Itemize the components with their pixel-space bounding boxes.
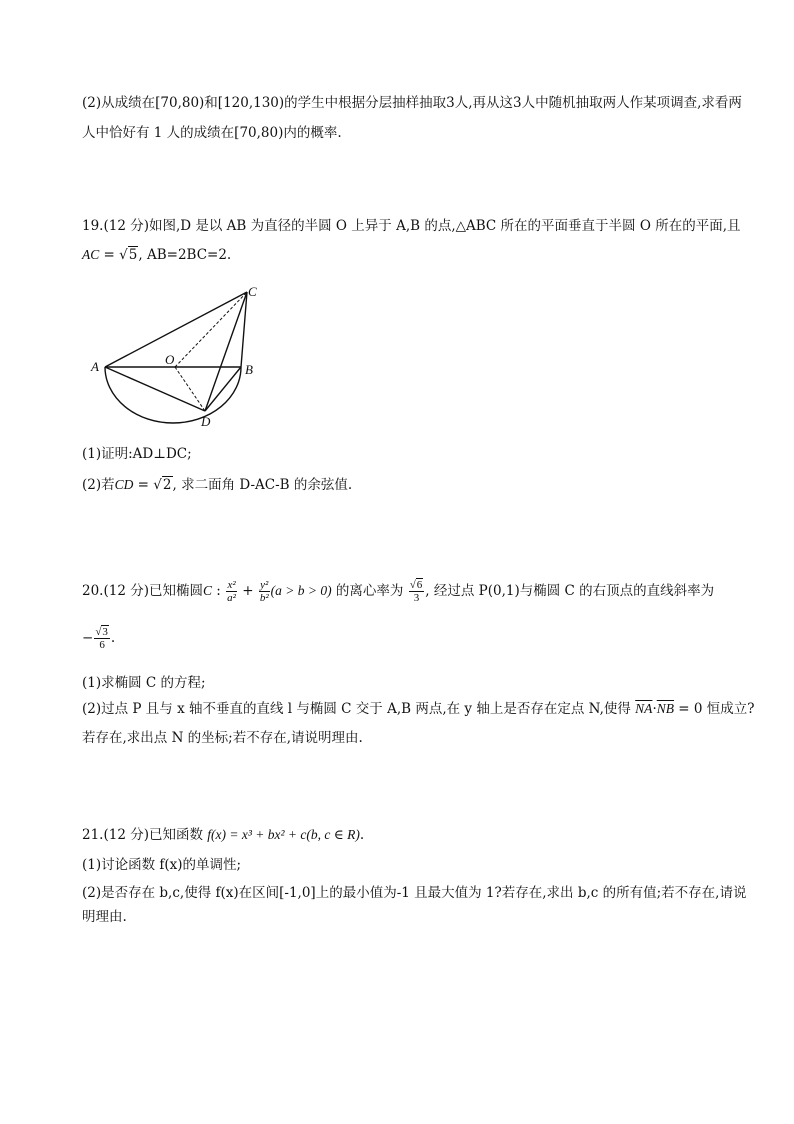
q21-part2-line1: (2)是否存在 b,c,使得 f(x)在区间[-1,0]上的最小值为-1 且最大值为 1?若存在,求出 b,c 的所有值;若不存在,请说 bbox=[82, 885, 747, 901]
ab-text: , AB=2BC=2. bbox=[138, 247, 232, 263]
vector-NA: $\overline{NA}$ bbox=[635, 701, 653, 716]
q18-part2-line2: 人中恰好有 1 人的成绩在[70,80)内的概率. bbox=[82, 125, 342, 141]
q20-part1: (1)求椭圆 C 的方程; bbox=[82, 675, 206, 691]
q21-part2-line2: 明理由. bbox=[82, 909, 127, 925]
label-A: A bbox=[91, 359, 99, 374]
label-B: B bbox=[245, 362, 253, 377]
segment-BC bbox=[241, 292, 247, 367]
frac-x2-a2: $\frac{\text{x²}}{\text{a²}}$ bbox=[227, 579, 236, 604]
function-expression: f(x) = x³ + bx² + c(b, c ∈ R) bbox=[207, 827, 360, 842]
sqrt-5: √5 bbox=[119, 247, 138, 263]
q20-part2-line1: (2)过点 P 且与 x 轴不垂直的直线 l 与椭圆 C 交于 A,B 两点,在 y 轴上是否存在定点 N,使得 $\overline{NA}\cdot\overline{NB} = 0$ 恒成立? bbox=[82, 701, 755, 717]
q21-part1: (1)讨论函数 f(x)的单调性; bbox=[82, 857, 242, 873]
vector-NB: $\overline{NB}$ bbox=[656, 701, 674, 716]
q19-part1: (1)证明:AD⊥DC; bbox=[82, 446, 192, 462]
label-D: D bbox=[201, 414, 211, 428]
q20-slope-line: − $\frac{√3}{6}$ . bbox=[82, 626, 116, 651]
label-C: C bbox=[248, 284, 257, 299]
ellipse-condition: (a > b > 0) bbox=[270, 583, 332, 598]
q19-part2: (2)若CD = √2, 求二面角 D-AC-B 的余弦值. bbox=[82, 477, 353, 493]
ellipse-C: C bbox=[202, 583, 212, 598]
sqrt-2: √2 bbox=[153, 477, 172, 493]
q20-part2-line2: 若存在,求出点 N 的坐标;若不存在,请说明理由. bbox=[82, 730, 363, 746]
segment-AC bbox=[105, 292, 247, 367]
semicircle-figure bbox=[88, 282, 273, 428]
cd-symbol: CD bbox=[114, 477, 134, 492]
ac-symbol: AC bbox=[82, 247, 100, 262]
q19-intro-line2 bbox=[82, 245, 231, 265]
frac-sqrt6-3: $\frac{√6}{3}$ bbox=[409, 579, 423, 604]
equals-sign: = bbox=[99, 247, 120, 263]
q21-intro: 21.(12 分)已知函数 f(x) = x³ + bx² + c(b, c ∈ R). bbox=[82, 827, 365, 843]
frac-y2-b2: $\frac{\text{y²}}{\text{b²}}$ bbox=[259, 579, 269, 604]
frac-sqrt3-6: $\frac{√3}{6}$ bbox=[95, 626, 108, 651]
label-O: O bbox=[165, 352, 175, 367]
q19-intro-line1: 19.(12 分)如图,D 是以 AB 为直径的半圆 O 上异于 A,B 的点,△ABC 所在的平面垂直于半圆 O 所在的平面,且 bbox=[82, 218, 741, 234]
q18-part2-line1: (2)从成绩在[70,80)和[120,130)的学生中根据分层抽样抽取3人,再从这3人中随机抽取两人作某项调查,求看两 bbox=[82, 95, 742, 111]
segment-CD bbox=[205, 292, 247, 411]
q20-intro-line1: 20.(12 分)已知椭圆C : $\frac{\text{x²}}{\text{a²}}$ + $\frac{\text{y²}}{\text{b²}}$ (a > b > 0) 的离心率为 $\frac{√6}{3}$ , 经过点 P(0,1)与椭圆 C 的右顶点的直线斜率为 bbox=[82, 579, 715, 604]
segment-OC-dashed bbox=[175, 292, 247, 367]
